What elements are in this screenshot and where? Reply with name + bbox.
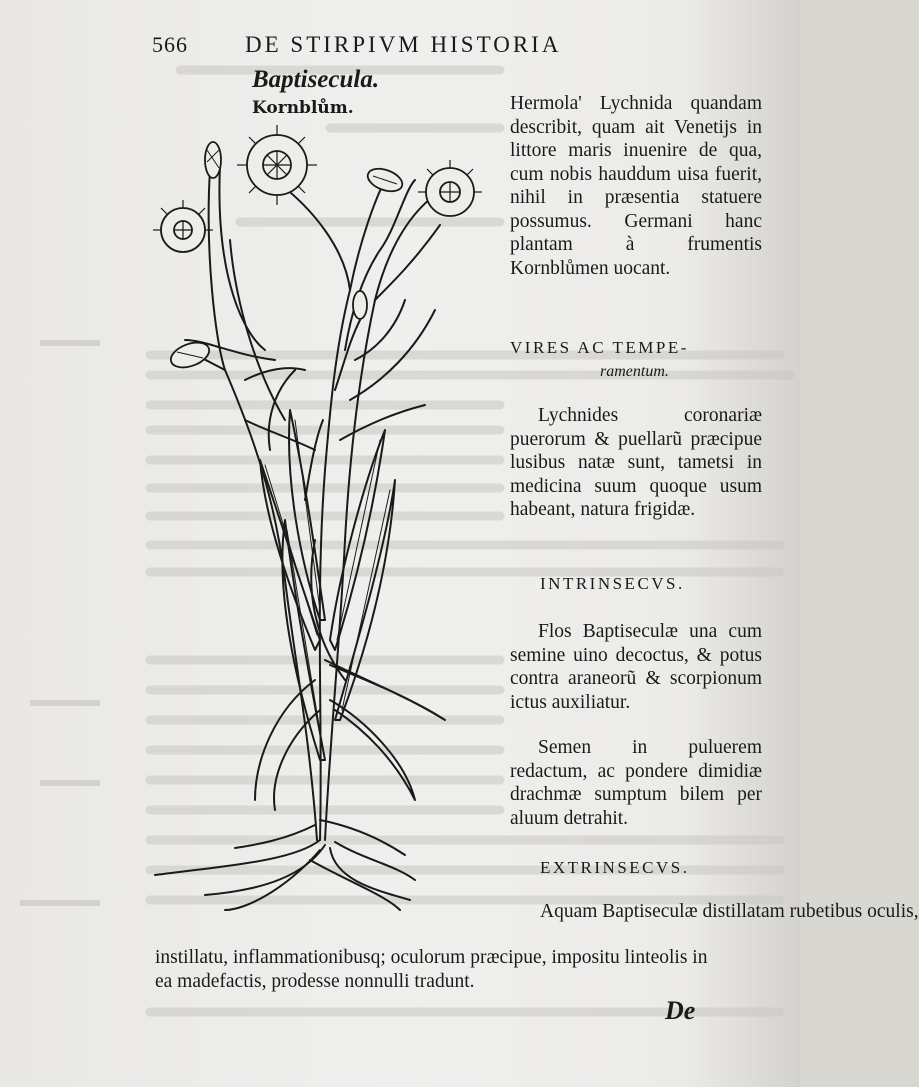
extrinsecus-line-1: Aquam Baptiseculæ distillatam rubetibus oculis, <box>540 901 919 922</box>
vires-heading-block <box>510 336 762 383</box>
vires-heading-cont: ramentum. <box>600 362 669 380</box>
entry-german-name: Kornblům. <box>252 98 354 118</box>
extrinsecus-line-3: ea madefactis, prodesse nonnulli tradunt. <box>155 971 475 992</box>
entry-latin-name: Baptisecula. <box>252 66 380 93</box>
intro-paragraph: Hermola' Lychnida quandam describit, quam ait Venetijs in littore maris inuenire de qua, cum nobis hauddum uisa fuerit, nihil in præsentia statuere possumus. Germani hanc plantam à frumentis Kornblůmen uocant. <box>510 93 762 279</box>
vires-heading: VIRES AC TEMPE- <box>510 338 689 357</box>
catchword: De <box>665 996 696 1025</box>
intrinsecus-heading: INTRINSECVS. <box>540 574 685 593</box>
cornflower-woodcut-icon <box>145 120 515 930</box>
running-head: DE STIRPIVM HISTORIA <box>245 32 562 57</box>
intrinsecus-paragraph-1: Flos Baptiseculæ una cum semine uino decoctus, & potus contra araneorũ & scorpionum ictus auxiliatur. <box>510 621 762 713</box>
extrinsecus-heading: EXTRINSECVS. <box>540 858 690 877</box>
page-number: 566 <box>152 32 188 57</box>
extrinsecus-line-2: instillatu, inflammationibusq; oculorum præcipue, impositu linteolis in <box>155 947 708 968</box>
intrinsecus-paragraph-2: Semen in puluerem redactum, ac pondere dimidiæ drachmæ sumptum bilem per aluum detrahit. <box>510 737 762 829</box>
vires-paragraph: Lychnides coronariæ puerorum & puellarũ præcipue lusibus natæ sunt, tametsi in medicina suum quoque usum habeant, natura frigidæ. <box>510 405 762 520</box>
